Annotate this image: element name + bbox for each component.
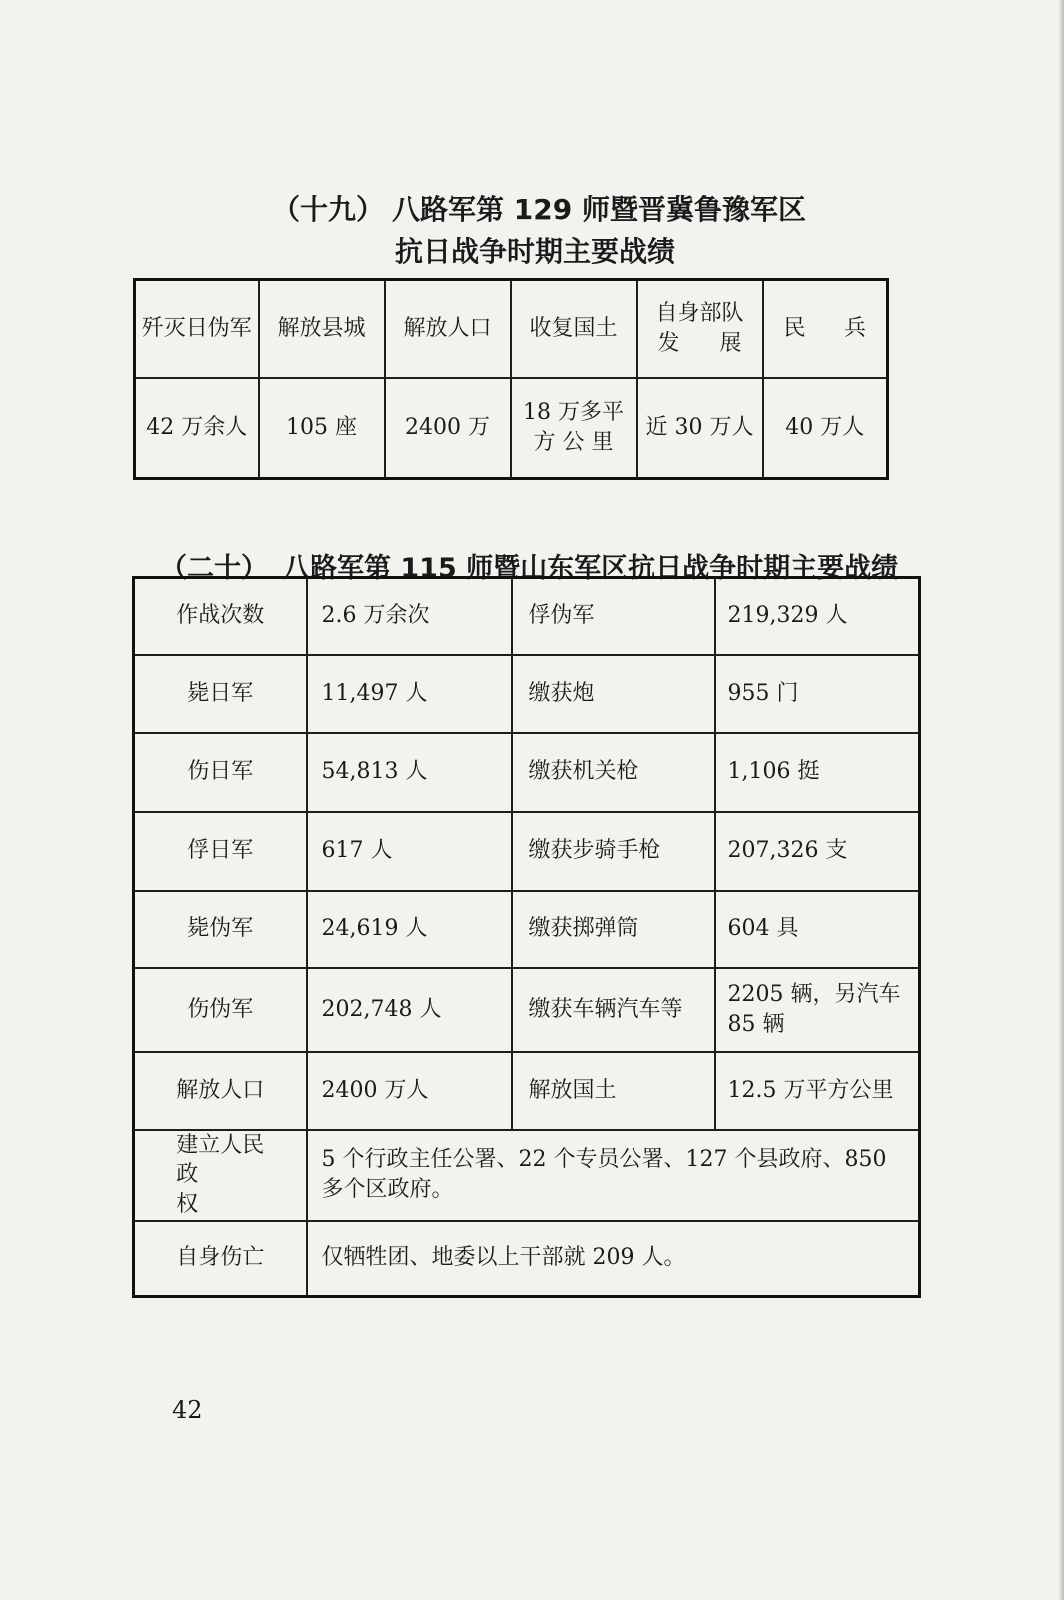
item-cell: 缴获掷弹筒	[512, 891, 715, 968]
value-cell: 617 人	[307, 812, 512, 891]
section19-title-line2: 抗日战争时期主要战绩	[395, 235, 676, 268]
item-cell: 俘日军	[134, 812, 307, 891]
value-cell: 40 万人	[763, 378, 888, 479]
section20-title: 八路军第 115 师暨山东军区抗日战争时期主要战绩	[283, 553, 899, 584]
value-cell: 604 具	[715, 891, 920, 968]
section19-title-line1: 八路军第 129 师暨晋冀鲁豫军区	[392, 193, 806, 226]
casualties-text: 仅牺牲团、地委以上干部就 209 人。	[307, 1221, 920, 1297]
item-cell: 缴获步骑手枪	[512, 812, 715, 891]
value-cell: 12.5 万平方公里	[715, 1052, 920, 1130]
value-cell: 24,619 人	[307, 891, 512, 968]
value-cell	[511, 378, 637, 479]
page-edge	[1058, 0, 1064, 1600]
value-cell: 2400 万人	[307, 1052, 512, 1130]
table-row	[134, 578, 920, 655]
item-cell: 作战次数	[134, 578, 307, 655]
item-cell: 俘伪军	[512, 578, 715, 655]
section20-number: （二十）	[160, 553, 268, 584]
header-char: 民	[783, 316, 806, 342]
header-line-spaced	[768, 314, 883, 344]
header-line: 自身部队	[655, 301, 744, 327]
value-cell: 219,329 人	[715, 578, 920, 655]
header-line-spaced	[642, 329, 758, 359]
item-cell: 缴获炮	[512, 655, 715, 733]
item-cell: 毙日军	[134, 655, 307, 733]
power-label	[176, 1131, 264, 1220]
table-row	[135, 378, 888, 479]
value-cell: 11,497 人	[307, 655, 512, 733]
value-line: 方 公 里	[533, 430, 614, 455]
value-line: 18 万多平	[523, 400, 624, 426]
item-cell: 缴获车辆汽车等	[512, 968, 715, 1052]
section19-table	[133, 278, 889, 480]
item-cell: 解放人口	[134, 1052, 307, 1130]
value-cell: 2205 辆，另汽车 85 辆	[715, 968, 920, 1052]
item-cell: 毙伪军	[134, 891, 307, 968]
item-cell: 伤日军	[134, 733, 307, 812]
header-cell: 解放县城	[259, 280, 385, 379]
table-row	[134, 891, 920, 968]
header-cell	[637, 280, 763, 379]
header-char: 发	[657, 331, 680, 356]
label-line: 建立人民	[176, 1132, 265, 1158]
table-row	[134, 812, 920, 891]
item-cell	[134, 1130, 307, 1221]
item-cell: 缴获机关枪	[512, 733, 715, 812]
power-text: 5 个行政主任公署、22 个专员公署、127 个县政府、850 多个区政府。	[307, 1130, 920, 1221]
value-cell: 202,748 人	[307, 968, 512, 1052]
table-header-row	[135, 280, 888, 379]
header-char: 兵	[843, 316, 866, 342]
value-cell: 42 万余人	[135, 378, 259, 479]
label-char: 政	[176, 1162, 199, 1188]
value-cell: 54,813 人	[307, 733, 512, 812]
item-cell: 解放国土	[512, 1052, 715, 1130]
table-row	[134, 655, 920, 733]
value-cell: 207,326 支	[715, 812, 920, 891]
label-char: 权	[176, 1191, 199, 1217]
header-cell: 收复国土	[511, 280, 637, 379]
value-cell: 955 门	[715, 655, 920, 733]
header-cell: 解放人口	[385, 280, 511, 379]
page-number: 42	[172, 1396, 203, 1424]
value-cell: 1,106 挺	[715, 733, 920, 812]
table-row	[134, 1221, 920, 1297]
value-cell: 近 30 万人	[637, 378, 763, 479]
label-line-spaced	[176, 1160, 264, 1219]
table-row	[134, 733, 920, 812]
value-cell: 2.6 万余次	[307, 578, 512, 655]
value-cell: 105 座	[259, 378, 385, 479]
table-row	[134, 1052, 920, 1130]
value-cell: 2400 万	[385, 378, 511, 479]
item-cell: 伤伪军	[134, 968, 307, 1052]
item-cell: 自身伤亡	[134, 1221, 307, 1297]
section19-number: （十九）	[272, 193, 385, 226]
section20-table	[132, 576, 921, 1298]
header-cell	[763, 280, 888, 379]
table-row	[134, 1130, 920, 1221]
header-char: 展	[719, 331, 742, 356]
table-row	[134, 968, 920, 1052]
header-cell: 歼灭日伪军	[135, 280, 259, 379]
